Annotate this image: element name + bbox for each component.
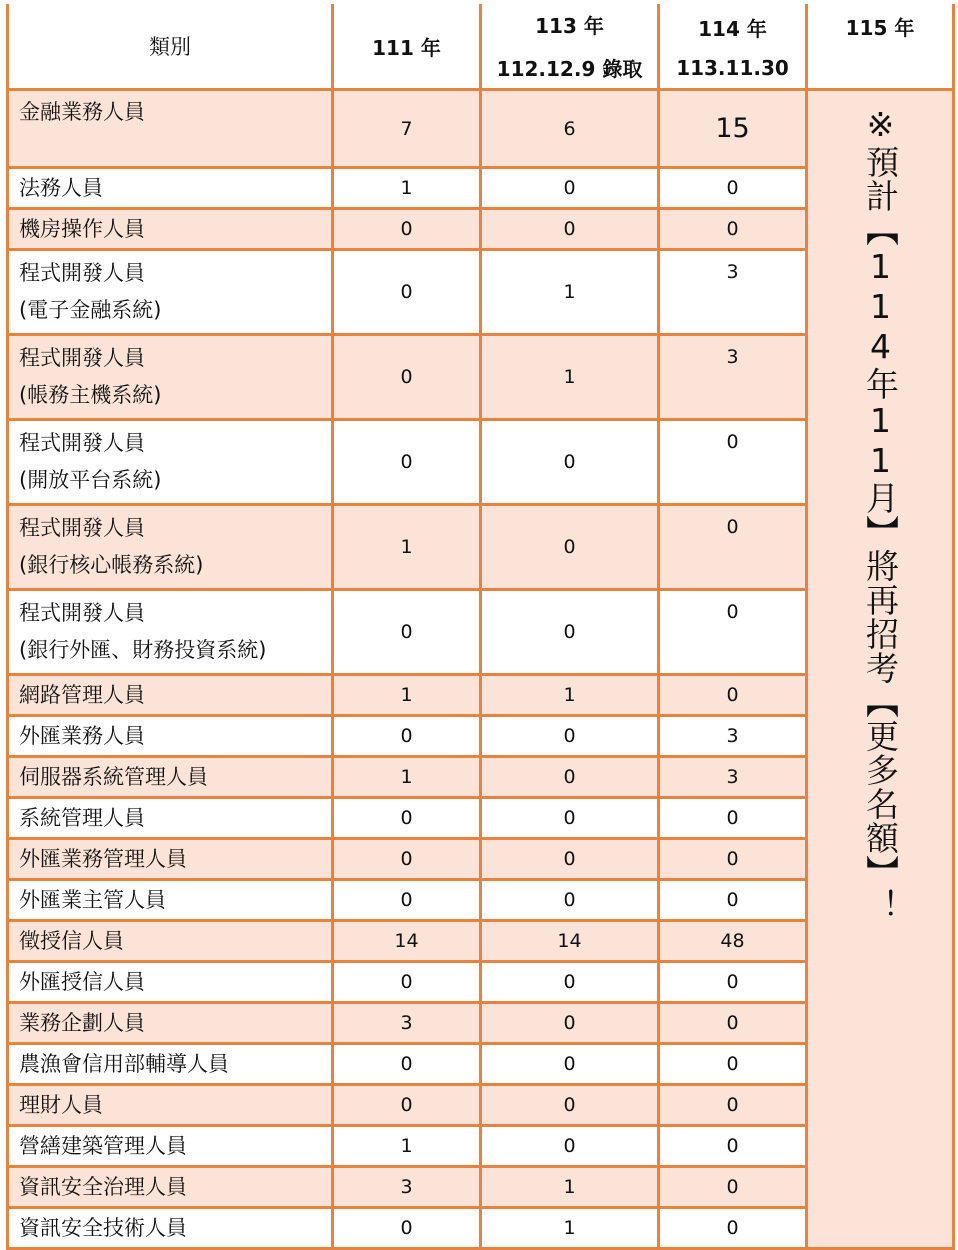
category-cell: 外匯業務管理人員 [8,839,333,880]
category-subtitle: (開放平台系統) [19,468,162,492]
value-114: 0 [659,962,807,1003]
value-111: 0 [333,209,481,250]
value-114: 0 [659,675,807,716]
value-114: 0 [659,505,807,590]
category-title: 程式開發人員 [19,261,145,285]
table-row [8,90,954,168]
value-114: 3 [659,716,807,757]
category-cell [8,590,333,675]
category-title: 程式開發人員 [19,516,145,540]
header-year-114-label: 114 年 [698,16,767,41]
value-111: 7 [333,90,481,168]
value-111: 0 [333,798,481,839]
value-111: 1 [333,168,481,209]
category-cell: 外匯業務人員 [8,716,333,757]
category-cell: 理財人員 [8,1085,333,1126]
header-year-113-date: 112.12.9 錄取 [496,57,643,81]
category-subtitle: (銀行外匯、財務投資系統) [19,638,267,662]
category-cell: 系統管理人員 [8,798,333,839]
category-title: 程式開發人員 [19,431,145,455]
value-113: 1 [481,335,659,420]
category-cell: 外匯業主管人員 [8,880,333,921]
value-113: 0 [481,839,659,880]
value-113: 0 [481,209,659,250]
category-cell: 網路管理人員 [8,675,333,716]
value-114: 0 [659,839,807,880]
value-114: 48 [659,921,807,962]
header-year-113-label: 113 年 [535,14,604,38]
value-114: 0 [659,1208,807,1249]
value-111: 0 [333,1208,481,1249]
value-113: 0 [481,880,659,921]
value-111: 1 [333,1126,481,1167]
header-category: 類別 [8,4,333,90]
category-cell: 法務人員 [8,168,333,209]
value-113: 0 [481,962,659,1003]
value-111: 0 [333,590,481,675]
category-cell [8,505,333,590]
value-113: 1 [481,1167,659,1208]
value-113: 1 [481,1208,659,1249]
value-111: 0 [333,716,481,757]
header-year-113 [481,4,659,90]
value-113: 1 [481,250,659,335]
value-111: 0 [333,839,481,880]
category-subtitle: (帳務主機系統) [19,383,162,407]
value-111: 0 [333,1085,481,1126]
value-114: 3 [659,335,807,420]
value-114: 0 [659,1085,807,1126]
category-cell: 業務企劃人員 [8,1003,333,1044]
header-year-114 [659,4,807,90]
header-row [8,4,954,90]
value-113: 0 [481,798,659,839]
category-cell [8,420,333,505]
value-114: 0 [659,1126,807,1167]
value-111: 1 [333,757,481,798]
header-year-111: 111 年 [333,4,481,90]
category-subtitle: (銀行核心帳務系統) [19,553,204,577]
value-114: 0 [659,798,807,839]
category-subtitle: (電子金融系統) [19,298,162,322]
category-cell [8,250,333,335]
value-114: 15 [659,90,807,168]
category-title: 程式開發人員 [19,346,145,370]
value-113: 0 [481,716,659,757]
category-cell: 徵授信人員 [8,921,333,962]
value-113: 0 [481,1126,659,1167]
value-113: 0 [481,1003,659,1044]
value-114: 0 [659,168,807,209]
category-cell: 農漁會信用部輔導人員 [8,1044,333,1085]
value-113: 6 [481,90,659,168]
category-title: 程式開發人員 [19,601,145,625]
value-113: 0 [481,1085,659,1126]
value-111: 0 [333,962,481,1003]
header-year-114-date: 113.11.30 [676,55,789,80]
value-111: 0 [333,250,481,335]
value-111: 3 [333,1167,481,1208]
value-113: 0 [481,420,659,505]
value-113: 0 [481,590,659,675]
header-year-115: 115 年 [807,4,954,90]
category-cell: 金融業務人員 [8,90,333,168]
category-cell [8,335,333,420]
value-114: 0 [659,590,807,675]
category-cell: 資訊安全治理人員 [8,1167,333,1208]
category-cell: 外匯授信人員 [8,962,333,1003]
value-111: 0 [333,420,481,505]
value-111: 1 [333,505,481,590]
recruitment-note: ※預計【114年11月】將再招考【更多名額】！ [861,105,900,923]
category-cell: 資訊安全技術人員 [8,1208,333,1249]
value-111: 0 [333,335,481,420]
value-111: 14 [333,921,481,962]
value-111: 0 [333,1044,481,1085]
value-113: 0 [481,757,659,798]
value-113: 14 [481,921,659,962]
value-113: 0 [481,1044,659,1085]
value-114: 0 [659,880,807,921]
value-114: 0 [659,1044,807,1085]
value-113: 0 [481,168,659,209]
value-114: 3 [659,250,807,335]
value-114: 3 [659,757,807,798]
value-113: 0 [481,505,659,590]
category-cell: 機房操作人員 [8,209,333,250]
value-111: 1 [333,675,481,716]
value-113: 1 [481,675,659,716]
value-114: 0 [659,420,807,505]
value-114: 0 [659,1167,807,1208]
value-114: 0 [659,1003,807,1044]
category-cell: 伺服器系統管理人員 [8,757,333,798]
value-111: 0 [333,880,481,921]
note-cell [807,90,954,1249]
category-cell: 營繕建築管理人員 [8,1126,333,1167]
value-111: 3 [333,1003,481,1044]
recruitment-quota-table [6,4,955,1250]
value-114: 0 [659,209,807,250]
